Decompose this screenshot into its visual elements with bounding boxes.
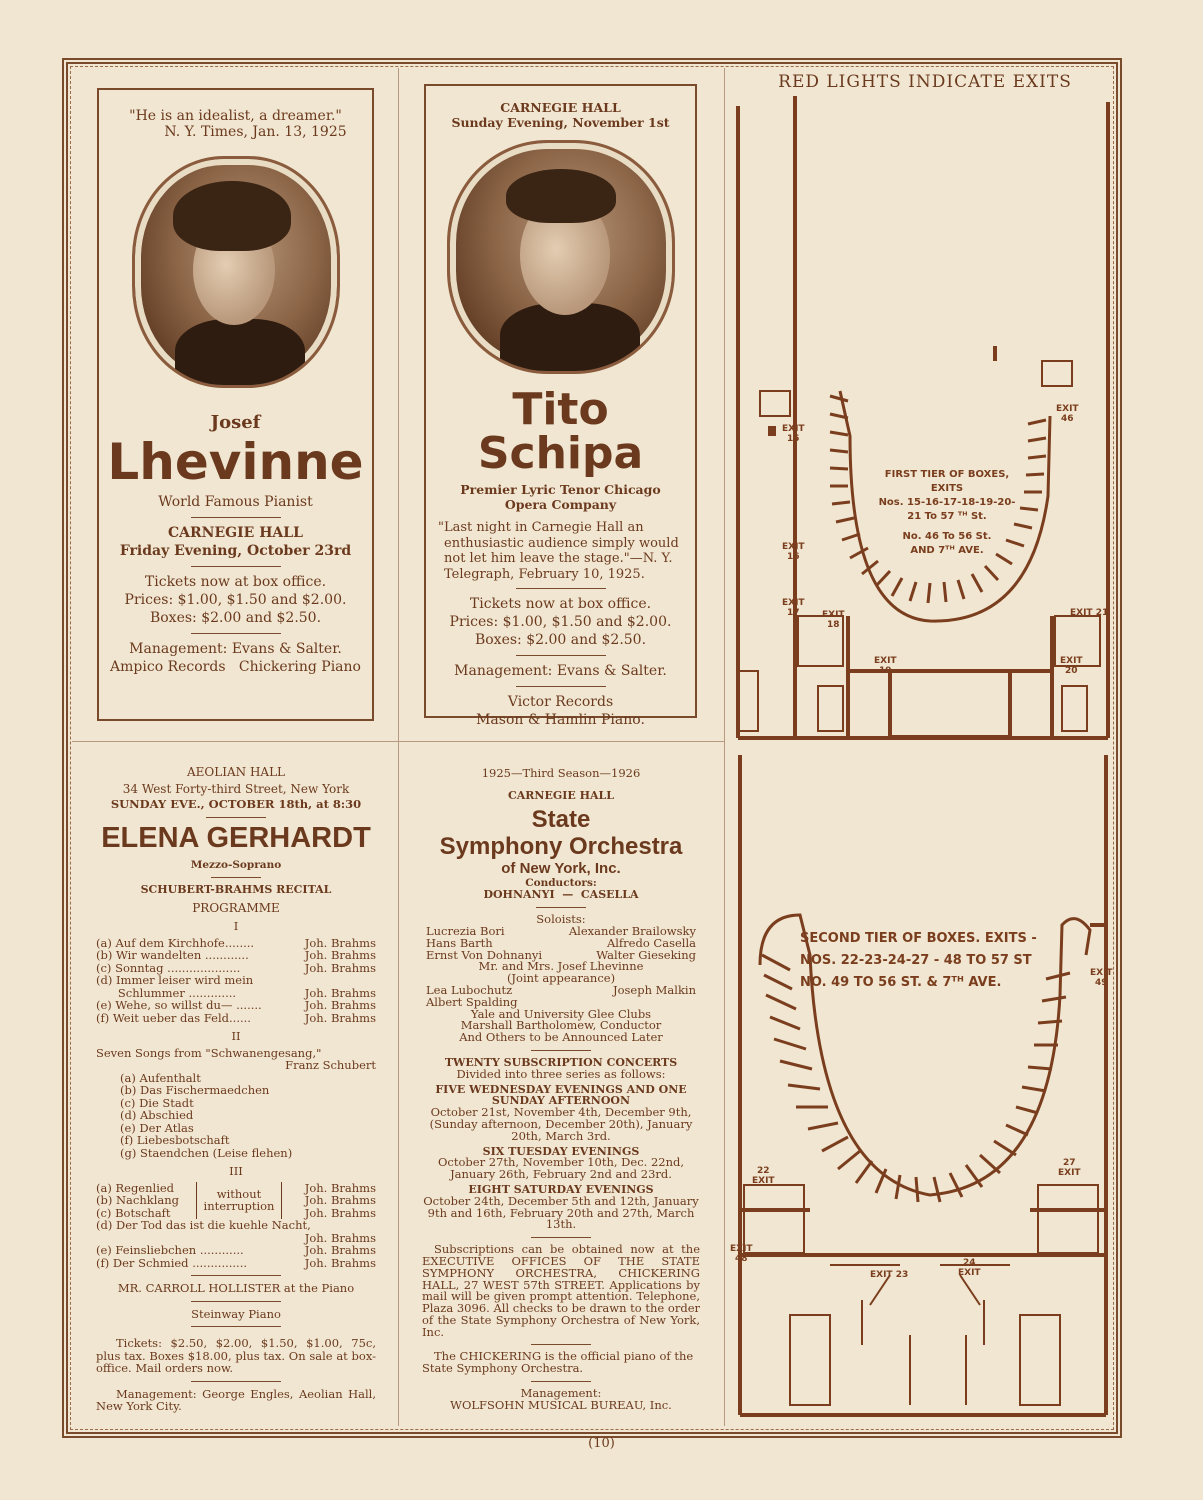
second-tier-plan bbox=[730, 755, 1120, 1425]
divider bbox=[191, 1301, 281, 1302]
divider bbox=[191, 1326, 281, 1327]
schipa-subtitle: Premier Lyric Tenor Chicago bbox=[460, 482, 661, 497]
gerhardt-part-3-more bbox=[96, 1219, 376, 1269]
programme-item: Schlummer ............. Joh. Brahms bbox=[96, 985, 376, 1000]
lhevinne-subtitle: World Famous Pianist bbox=[158, 494, 313, 510]
state-series-1-title: FIVE WEDNESDAY EVENINGS AND ONE SUNDAY AFTERNOON bbox=[435, 1082, 687, 1108]
schipa-venue: CARNEGIE HALL bbox=[500, 100, 621, 115]
lhevinne-name: Lhevinne bbox=[107, 433, 364, 491]
gerhardt-part-3-titles bbox=[96, 1182, 196, 1220]
divider bbox=[191, 566, 281, 567]
schipa-management: Management: Evans & Salter. bbox=[454, 663, 667, 679]
gerhardt-part-2-intro: Seven Songs from "Schwanengesang," bbox=[96, 1045, 322, 1060]
state-soloists bbox=[422, 923, 700, 962]
state-series-2-title: SIX TUESDAY EVENINGS bbox=[482, 1144, 640, 1158]
soloist-row: Ernst Von Dohnanyi Walter Gieseking bbox=[426, 947, 696, 962]
programme-item: (d) Immer leiser wird mein bbox=[96, 973, 254, 987]
gerhardt-part-3-note: without interruption bbox=[196, 1182, 282, 1220]
lhevinne-prices: Prices: $1.00, $1.50 and $2.00. bbox=[124, 592, 347, 608]
lhevinne-source: N. Y. Times, Jan. 13, 1925 bbox=[164, 124, 347, 140]
second-tier-label bbox=[800, 928, 1070, 994]
divider bbox=[531, 1237, 591, 1238]
second-tier-line-2: NOS. 22-23-24-27 - 48 TO 57 ST bbox=[800, 953, 1032, 968]
divider bbox=[191, 1381, 281, 1382]
gerhardt-pianist: MR. CARROLL HOLLISTER at the Piano bbox=[117, 1281, 355, 1295]
schipa-portrait bbox=[447, 140, 675, 374]
state-soloists-center bbox=[422, 961, 700, 985]
state-management: WOLFSOHN MUSICAL BUREAU, Inc. bbox=[450, 1397, 672, 1412]
state-series-2: October 27th, November 10th, Dec. 22nd, January 26th, February 2nd and 23rd. bbox=[437, 1155, 685, 1182]
state-soloists-end bbox=[422, 1006, 700, 1045]
state-concerts: TWENTY SUBSCRIPTION CONCERTS bbox=[444, 1055, 678, 1069]
soloist-row: Lea Lubochutz Joseph Malkin bbox=[426, 982, 696, 997]
lhevinne-quote: "He is an idealist, a dreamer." bbox=[129, 108, 342, 124]
divider bbox=[206, 817, 266, 818]
gerhardt-part-3-composers bbox=[282, 1182, 376, 1220]
lhevinne-date: Friday Evening, October 23rd bbox=[119, 543, 352, 559]
state-conductors-label: Conductors: bbox=[525, 876, 597, 889]
gerhardt-address: 34 West Forty-third Street, New York bbox=[122, 781, 350, 796]
state-title-2: Symphony Orchestra bbox=[439, 832, 683, 860]
gerhardt-tickets: Tickets: $2.50, $2.00, $1.50, $1.00, 75c, plus tax. Boxes $18.00, plus tax. On sale at box-office. Mail orders now. bbox=[96, 1336, 376, 1375]
schipa-subtitle-2: Opera Company bbox=[504, 497, 617, 512]
programme-item: (e) Wehe, so willst du— ....... Joh. Brahms bbox=[96, 998, 376, 1012]
lhevinne-boxes: Boxes: $2.00 and $2.50. bbox=[149, 610, 322, 626]
gerhardt-part-2: II bbox=[231, 1029, 241, 1043]
lhevinne-portrait bbox=[132, 156, 340, 388]
soloist-line: (Joint appearance) bbox=[506, 971, 616, 986]
schipa-records: Victor Records bbox=[507, 694, 614, 710]
column-divider bbox=[724, 68, 725, 1426]
schipa-quote: "Last night in Carnegie Hall an enthusiastic audience simply would not let him leave the stage."—N. Y. Telegraph, February 10, 1925. bbox=[438, 520, 679, 582]
divider bbox=[211, 877, 261, 878]
gerhardt-name: ELENA GERHARDT bbox=[101, 821, 371, 854]
gerhardt-voice: Mezzo-Soprano bbox=[190, 858, 282, 871]
divider bbox=[531, 1381, 591, 1382]
lhevinne-venue: CARNEGIE HALL bbox=[168, 525, 303, 541]
programme-item: (g) Staendchen (Leise flehen) bbox=[120, 1145, 293, 1160]
divider bbox=[516, 655, 606, 656]
gerhardt-venue: AEOLIAN HALL bbox=[186, 765, 286, 779]
gerhardt-part-2-composer: Franz Schubert bbox=[285, 1058, 376, 1072]
programme-item: (e) Der Atlas bbox=[120, 1120, 194, 1135]
gerhardt-part-3-block bbox=[96, 1182, 376, 1220]
programme-item: Joh. Brahms bbox=[304, 1230, 376, 1245]
gerhardt-piano: Steinway Piano bbox=[191, 1306, 281, 1321]
programme-item: (d) Abschied bbox=[120, 1108, 194, 1122]
page-number: (10) bbox=[588, 1436, 615, 1451]
programme-item: (a) Auf dem Kirchhofe........ Joh. Brahms bbox=[96, 935, 376, 950]
soloist-row: Albert Spalding bbox=[426, 994, 518, 1009]
soloist-line: Yale and University Glee Clubs bbox=[470, 1006, 652, 1021]
gerhardt-recital: SCHUBERT-BRAHMS RECITAL bbox=[140, 883, 332, 896]
state-soloists-label: Soloists: bbox=[536, 912, 586, 927]
programme-composer: Joh. Brahms bbox=[304, 1205, 376, 1220]
gerhardt-part-1-list bbox=[96, 937, 376, 1025]
soloist-row: Lucrezia Bori Alexander Brailowsky bbox=[426, 923, 696, 938]
state-management-label: Management: bbox=[520, 1386, 602, 1401]
first-tier-line-2: Nos. 15-16-17-18-19-20- bbox=[878, 497, 1016, 508]
state-series-3-title: EIGHT SATURDAY EVENINGS bbox=[468, 1182, 654, 1196]
programme-composer: Joh. Brahms bbox=[304, 1193, 376, 1207]
schipa-boxes: Boxes: $2.00 and $2.50. bbox=[474, 632, 647, 648]
state-divided: Divided into three series as follows: bbox=[456, 1066, 666, 1081]
programme-item: (c) Die Stadt bbox=[120, 1095, 194, 1110]
divider bbox=[516, 686, 606, 687]
divider bbox=[191, 1275, 281, 1276]
divider bbox=[536, 907, 586, 908]
state-series-3: October 24th, December 5th and 12th, January 9th and 16th, February 20th and 27th, March 13th. bbox=[423, 1193, 699, 1232]
schipa-tickets: Tickets now at box office. bbox=[469, 596, 652, 612]
soloist-row: Hans Barth Alfredo Casella bbox=[426, 935, 696, 950]
first-tier-line-3: 21 To 57 ᵀᴴ St. bbox=[907, 511, 987, 522]
programme-item: (f) Der Schmied ............... Joh. Brahms bbox=[96, 1255, 376, 1270]
soloist-line: Marshall Bartholomew, Conductor bbox=[460, 1018, 662, 1033]
gerhardt-ad bbox=[96, 766, 376, 1413]
lhevinne-records: Ampico Records Chickering Piano bbox=[110, 659, 361, 675]
schipa-date: Sunday Evening, November 1st bbox=[451, 115, 670, 130]
first-tier-line-1: FIRST TIER OF BOXES, EXITS bbox=[884, 469, 1010, 494]
gerhardt-management: Management: George Engles, Aeolian Hall, New York City. bbox=[96, 1386, 376, 1413]
first-tier-line-4: No. 46 To 56 St. bbox=[902, 531, 992, 542]
plans-header: RED LIGHTS INDICATE EXITS bbox=[778, 72, 1072, 92]
second-tier-line-1: SECOND TIER OF BOXES. EXITS - bbox=[800, 931, 1037, 946]
programme-item: (e) Feinsliebchen ............ Joh. Brahms bbox=[96, 1243, 376, 1257]
state-venue: CARNEGIE HALL bbox=[507, 788, 615, 802]
divider bbox=[191, 517, 281, 518]
state-symphony-ad bbox=[422, 768, 700, 1412]
lhevinne-management: Management: Evans & Salter. bbox=[129, 641, 342, 657]
soloist-line: Mr. and Mrs. Josef Lhevinne bbox=[478, 959, 644, 974]
divider bbox=[531, 1344, 591, 1345]
schipa-piano: Mason & Hamlin Piano. bbox=[476, 712, 645, 728]
state-subscriptions: Subscriptions can be obtained now at the EXECUTIVE OFFICES OF THE STATE SYMPHONY ORCHESTRA, CHICKERING HALL, 27 WEST 57th STREET. Applications by mail will be given prompt attention. Telephone, Plaza 3096. All checks to be drawn to the order of the State Symphony Orchestra of New York, Inc. bbox=[422, 1242, 700, 1339]
first-tier-label bbox=[872, 468, 1022, 558]
programme-item: (c) Sonntag .................... Joh. Brahms bbox=[96, 960, 376, 975]
divider bbox=[191, 633, 281, 634]
gerhardt-part-1: I bbox=[233, 919, 239, 933]
schipa-prices: Prices: $1.00, $1.50 and $2.00. bbox=[449, 614, 672, 630]
first-tier-line-5: AND 7ᵀᴴ AVE. bbox=[910, 545, 984, 556]
lhevinne-ad bbox=[97, 88, 374, 721]
soloist-line: And Others to be Announced Later bbox=[459, 1030, 663, 1045]
row-divider bbox=[72, 741, 724, 742]
gerhardt-part-2-list bbox=[96, 1072, 376, 1160]
state-chickering: The CHICKERING is the official piano of the State Symphony Orchestra. bbox=[422, 1349, 694, 1376]
state-season: 1925—Third Season—1926 bbox=[481, 766, 641, 780]
state-conductors: DOHNANYI — CASELLA bbox=[483, 888, 639, 902]
lhevinne-first-name: Josef bbox=[210, 412, 261, 433]
second-tier-line-3: NO. 49 TO 56 ST. & 7ᵀᴴ AVE. bbox=[800, 975, 1002, 990]
programme-item: (d) Der Tod das ist die kuehle Nacht, bbox=[96, 1218, 311, 1232]
programme-item: (b) Wir wandelten ............ Joh. Brahms bbox=[96, 948, 376, 962]
programme-item: (a) Regenlied bbox=[96, 1180, 175, 1195]
column-divider bbox=[398, 68, 399, 1426]
divider bbox=[531, 1050, 591, 1051]
programme-composer: Joh. Brahms bbox=[304, 1180, 376, 1195]
programme-item: (f) Liebesbotschaft bbox=[120, 1133, 230, 1147]
program-page: "He is an idealist, a dreamer." N. Y. Times, Jan. 13, 1925 Josef Lhevinne World Famous Pianist CARNEGIE HALL Friday Evening, October 23rd Tickets now at box office. Prices: $1.00, $1.50 and $2.00. Boxes: $2.00 and $2.50. Management: Evans & Salter. Ampico Records Chickering Piano CARNEGIE HALL Sunday Evening, November 1st Tito Schipa Premier Lyric Tenor Chicago Opera Company "Last night in Carnegie Hall an enthusiastic audience simply would not let him leave the stage."—N. Y. Telegraph, February 10, 1925. Tickets now at box office. Prices: $1.00, $1.50 and $2.00. Boxes: $2.00 and $2.50. Management: Evans & Salter. Victor Records Mason & Hamlin Piano. RED LIGHTS INDICATE EXITS EXIT 15 EXIT 16 EXIT 17 EXIT 18 EXIT 19 EXIT 46 EXIT 21 EXIT 20 FIRST TIER OF BOXES, EXITS Nos. 15-16-17-18-19-20- 21 To 57 ᵀᴴ St. No. 46 To 56 St. AND 7ᵀᴴ AVE. EXIT 49 22 EXIT 27 EXIT EXIT 48 EXIT 23 24 EXIT SECOND TIER OF BOXES. EXITS - NOS. 22-23-24-27 - 48 TO 57 ST NO. 49 TO 56 ST. & 7ᵀᴴ AVE. AEOLIAN HALL 34 West Forty-third Street, New York SUNDAY EVE., OCTOBER 18th, at 8:30 ELENA GERHARDT Mezzo-Soprano SCHUBERT-BRAHMS RECITAL PROGRAMME I (a) Auf dem Kirchhofe........ Joh. Brahms (b) Wir wandelten ............ Joh. Brahms (c) Sonntag .................... Joh. Brahms (d) Immer leiser wird mein Schlummer ............. Joh. Brahms (e) Wehe, so willst du— ....... Joh. Brahms (f) Weit ueber das Feld...... Joh. Brahms II Seven Songs from "Schwanengesang," Franz Schubert (a) Aufenthalt (b) Das Fischermaedchen (c) Die Stadt (d) Abschied (e) Der Atlas (f) Liebesbotschaft (g) Staendchen (Leise flehen) III (a) Regenlied (b) Nachklang (c) Botschaft without interruption Joh. Brahms Joh. Brahms Joh. Brahms (d) Der Tod das ist die kuehle Nacht, Joh. Brahms (e) Feinsliebchen ............ Joh. Brahms (f) Der Schmied ............... Joh. Brahms MR. CARROLL HOLLISTER at the Piano Steinway Piano Tickets: $2.50, $2.00, $1.50, $1.00, 75c, plus tax. Boxes $18.00, plus tax. On sale at box-office. Mail orders now. Management: George Engles, Aeolian Hall, New York City. 1925—Third Season—1926 CARNEGIE HALL State Symphony Orchestra of New York, Inc. Conductors: DOHNANYI — CASELLA Soloists: Lucrezia Bori Alexander Brailowsky Hans Barth Alfredo Casella Ernst Von Dohnanyi Walter Gieseking Mr. and Mrs. Josef Lhevinne (Joint appearance) Lea Lubochutz Joseph Malkin Albert Spalding Yale and University Glee Clubs Marshall Bartholomew, Conductor And Others to be Announced Later TWENTY SUBSCRIPTION CONCERTS Divided into three series as follows: FIVE WEDNESDAY EVENINGS AND ONE SUNDAY AFTERNOON October 21st, November 4th, December 9th, (Sunday afternoon, December 20th), January 20th, March 3rd. SIX TUESDAY EVENINGS October 27th, November 10th, Dec. 22nd, January 26th, February 2nd and 23rd. EIGHT SATURDAY EVENINGS October 24th, December 5th and 12th, January 9th and 16th, February 20th and 27th, March 13th. Subscriptions can be obtained now at the EXECUTIVE OFFICES OF THE STATE SYMPHONY ORCHESTRA, CHICKERING HALL, 27 WEST 57th STREET. Applications by mail will be given prompt attention. Telephone, Plaza 3096. All checks to be drawn to the order of the State Symphony Orchestra of New York, Inc. The CHICKERING is the official piano of the State Symphony Orchestra. Management: WOLFSOHN MUSICAL BUREAU, Inc. (10) bbox=[0, 0, 1203, 1500]
state-soloists-more bbox=[422, 982, 700, 1009]
lhevinne-tickets: Tickets now at box office. bbox=[144, 574, 327, 590]
gerhardt-part-3: III bbox=[229, 1164, 243, 1178]
programme-item: (a) Aufenthalt bbox=[120, 1070, 201, 1085]
programme-item: (c) Botschaft bbox=[96, 1205, 171, 1220]
state-title-3: of New York, Inc. bbox=[501, 859, 621, 877]
schipa-name: Tito Schipa bbox=[477, 384, 644, 479]
programme-item: (b) Nachklang bbox=[96, 1193, 180, 1207]
state-title: State bbox=[531, 805, 591, 833]
programme-item: (b) Das Fischermaedchen bbox=[120, 1083, 270, 1097]
state-series-1: October 21st, November 4th, December 9th, (Sunday afternoon, December 20th), January 20th, March 3rd. bbox=[429, 1105, 693, 1143]
gerhardt-date: SUNDAY EVE., OCTOBER 18th, at 8:30 bbox=[110, 797, 362, 811]
schipa-ad bbox=[424, 84, 697, 728]
gerhardt-programme: PROGRAMME bbox=[192, 900, 280, 915]
programme-item: (f) Weit ueber das Feld...... Joh. Brahms bbox=[96, 1010, 376, 1025]
divider bbox=[516, 588, 606, 589]
